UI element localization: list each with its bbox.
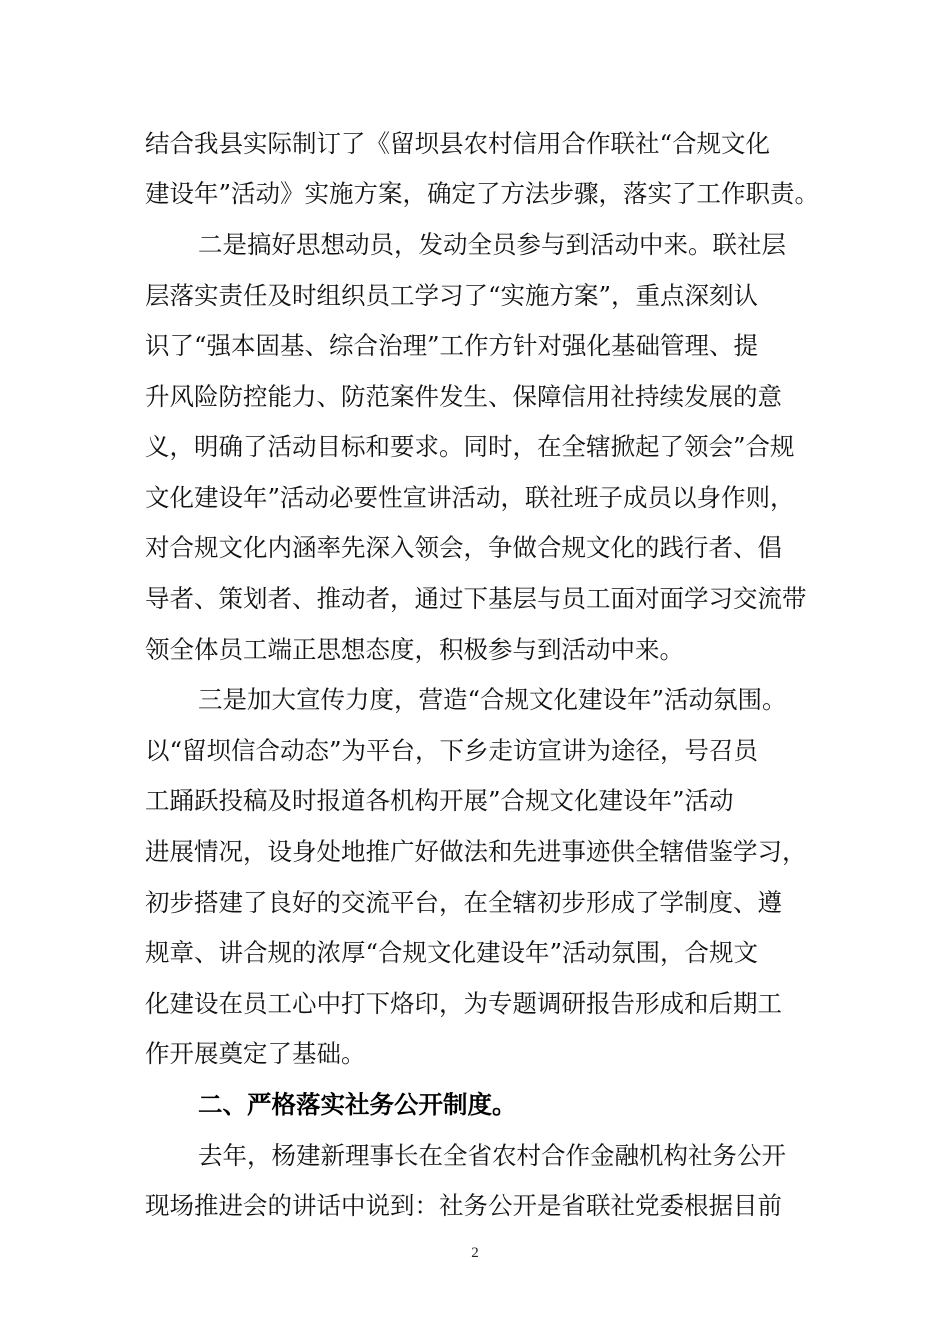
section-heading: 二、严格落实社务公开制度。	[198, 1090, 517, 1119]
text-line: 对合规文化内涵率先深入领会，争做合规文化的践行者、倡	[145, 533, 782, 562]
text-line: 以“留坝信合动态”为平台，下乡走访宣讲为途径，号召员	[145, 736, 759, 765]
text-line: 工踊跃投稿及时报道各机构开展”合规文化建设年”活动	[145, 786, 734, 815]
text-line: 导者、策划者、推动者，通过下基层与员工面对面学习交流带	[145, 584, 807, 613]
text-line: 进展情况，设身处地推广好做法和先进事迹供全辖借鉴学习，	[145, 837, 807, 866]
text-line: 作开展奠定了基础。	[145, 1039, 366, 1068]
text-line: 初步搭建了良好的交流平台，在全辖初步形成了学制度、遵	[145, 888, 782, 917]
text-line: 领全体员工端正思想态度，积极参与到活动中来。	[145, 635, 684, 664]
text-line: 去年，杨建新理事长在全省农村合作金融机构社务公开	[198, 1141, 786, 1170]
text-line: 现场推进会的讲话中说到：社务公开是省联社党委根据目前	[145, 1191, 782, 1220]
text-line: 二是搞好思想动员，发动全员参与到活动中来。联社层	[198, 230, 786, 259]
text-line: 建设年”活动》实施方案，确定了方法步骤，落实了工作职责。	[145, 179, 820, 208]
text-line: 层落实责任及时组织员工学习了“实施方案”，重点深刻认	[145, 281, 759, 310]
page-number: 2	[471, 1245, 479, 1261]
text-line: 三是加大宣传力度，营造“合规文化建设年”活动氛围。	[198, 685, 787, 714]
text-line: 义，明确了活动目标和要求。同时，在全辖掀起了领会”合规	[145, 432, 795, 461]
text-line: 升风险防控能力、防范案件发生、保障信用社持续发展的意	[145, 382, 782, 411]
text-line: 识了“强本固基、综合治理”工作方针对强化基础管理、提	[145, 331, 759, 360]
text-line: 文化建设年”活动必要性宣讲活动，联社班子成员以身作则，	[145, 483, 795, 512]
text-line: 化建设在员工心中打下烙印，为专题调研报告形成和后期工	[145, 989, 782, 1018]
text-line: 规章、讲合规的浓厚“合规文化建设年”活动氛围，合规文	[145, 938, 759, 967]
text-line: 结合我县实际制订了《留坝县农村信用合作联社“合规文化	[145, 129, 771, 158]
